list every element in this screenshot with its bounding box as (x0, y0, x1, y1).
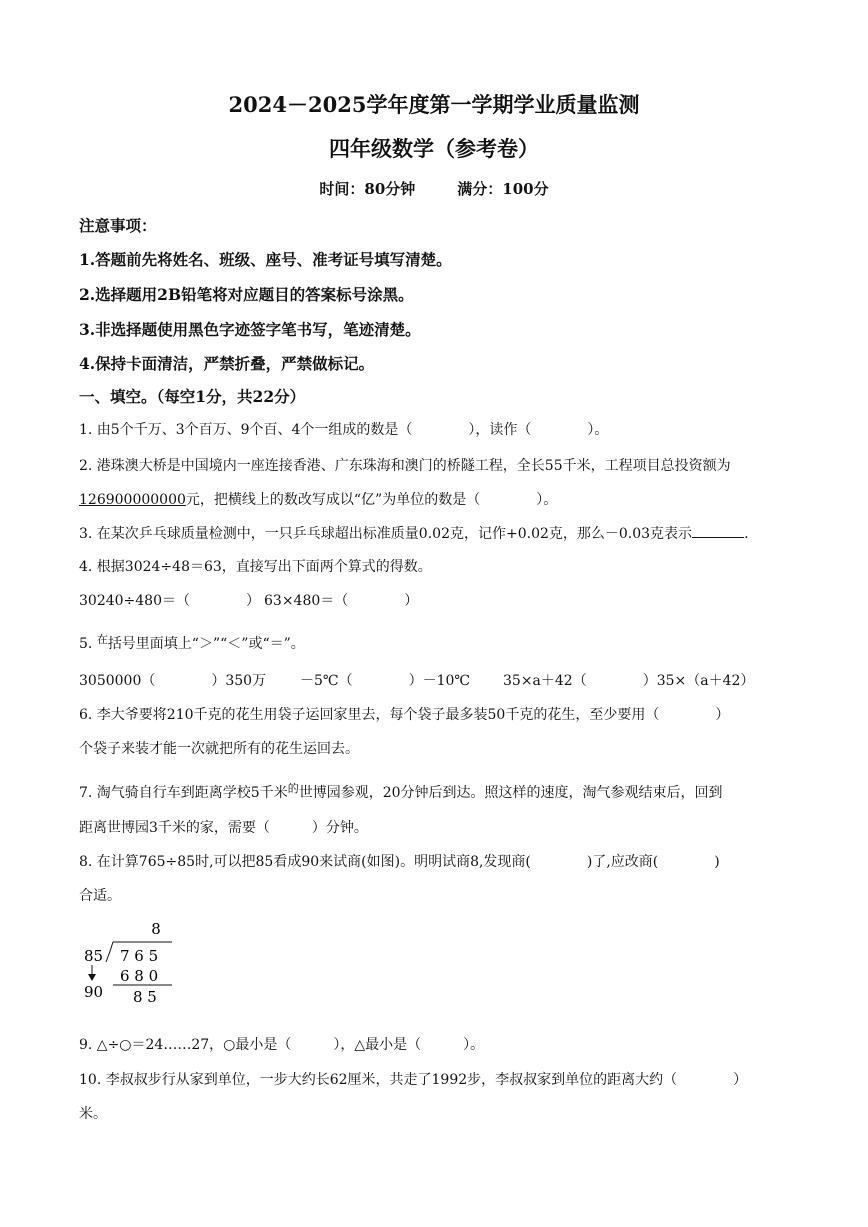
notes-heading: 注意事项： (79, 216, 157, 235)
question-4-b: 63×480＝（ ） (264, 593, 419, 609)
note-item-3: 3.非选择题使用黑色字迹签字笔书写，笔迹清楚。 (79, 320, 421, 339)
question-7-line2: 距离世博园3千米的家，需要（ ）分钟。 (79, 820, 368, 836)
note-item-4: 4.保持卡面清洁，严禁折叠，严禁做标记。 (79, 354, 375, 373)
exam-subtitle: 四年级数学（参考卷） (329, 136, 539, 161)
arrow-down-icon (88, 974, 96, 981)
exam-title: 2024－2025学年度第一学期学业质量监测 (228, 92, 640, 117)
question-8-line1: 8. 在计算765÷85时,可以把85看成90来试商(如图)。明明试商8,发现商( )了,应改商( ) (79, 854, 720, 870)
exam-score: 满分：100分 (457, 180, 549, 198)
question-9: 9. △÷○＝24……27，○最小是（ ），△最小是（ ）。 (79, 1037, 485, 1053)
note-item-1: 1.答题前先将姓名、班级、座号、准考证号填写清楚。 (79, 250, 452, 269)
approx-divisor: 90 (84, 983, 104, 1001)
quotient: 8 (151, 920, 161, 938)
product: 6 8 0 (120, 967, 159, 985)
question-7-small: 的 (287, 782, 299, 795)
divisor: 85 (84, 947, 104, 965)
exam-time-score (0, 178, 868, 199)
question-3 (79, 523, 749, 543)
question-6-line2: 个袋子来装才能一次就把所有的花生运回去。 (79, 741, 359, 757)
question-8-line2: 合适。 (79, 888, 121, 904)
question-2-text: 元，把横线上的数改写成以“亿”为单位的数是（ ）。 (185, 492, 558, 508)
question-3-end: . (744, 526, 749, 542)
question-5-small: 在 (96, 633, 108, 646)
question-7-text-b: 世博园参观，20分钟后到达。照这样的速度，淘气参观结束后，回到 (298, 785, 723, 801)
section-heading: 一、填空。（每空1分，共22分） (79, 387, 306, 406)
question-2-line1: 2. 港珠澳大桥是中国境内一座连接香港、广东珠海和澳门的桥隧工程，全长55千米，工程项目总投资额为 (79, 458, 731, 474)
division-bracket (106, 942, 113, 962)
question-4: 4. 根据3024÷48＝63，直接写出下面两个算式的得数。 (79, 559, 432, 575)
question-10-line1: 10. 李叔叔步行从家到单位，一步大约长62厘米，共走了1992步，李叔叔家到单位的距离大约（ ） (79, 1072, 748, 1088)
question-6-line1: 6. 李大爷要将210千克的花生用袋子运回家里去，每个袋子最多装50千克的花生，至少要用（ ） (79, 707, 730, 723)
remainder: 8 5 (133, 988, 157, 1006)
question-10-line2: 米。 (79, 1106, 107, 1122)
question-5-a: 3050000（ ）350万 (79, 673, 267, 689)
note-item-2: 2.选择题用2B铅笔将对应题目的答案标号涂黑。 (79, 285, 414, 304)
question-5-prefix: 5. (79, 636, 93, 652)
underlined-number: 126900000000 (79, 492, 186, 508)
exam-time: 时间：80分钟 (319, 180, 416, 198)
question-5-c: 35×a＋42（ ）35×（a＋42） (503, 673, 755, 689)
question-2-line2 (79, 489, 557, 509)
question-4-a: 30240÷480＝（ ） (79, 593, 260, 609)
long-division-figure (80, 918, 180, 1010)
question-7-text-a: 7. 淘气骑自行车到距离学校5千米 (79, 785, 288, 801)
question-5-b: －5℃（ ）－10℃ (300, 673, 471, 689)
question-5 (79, 631, 305, 653)
question-3-text: 3. 在某次乒乓球质量检测中，一只乒乓球超出标准质量0.02克，记作+0.02克，那么－0.03克表示 (79, 526, 693, 542)
question-5-text: 括号里面填上“＞”“＜”或“＝”。 (107, 636, 305, 652)
question-1: 1. 由5个千万、3个百万、9个百、4个一组成的数是（ ），读作（ ）。 (79, 422, 609, 438)
dividend: 7 6 5 (120, 947, 159, 965)
answer-line (692, 525, 744, 538)
question-7-line1 (79, 780, 723, 802)
